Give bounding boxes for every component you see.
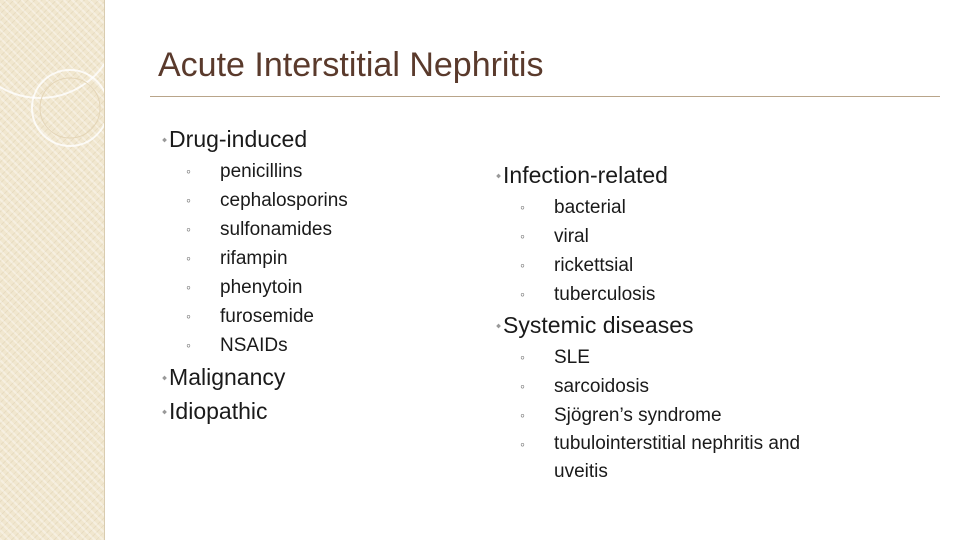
list-item <box>186 215 348 244</box>
hollow-circle-icon: ◦ <box>520 436 525 452</box>
list-item <box>186 331 348 360</box>
list-item <box>186 302 348 331</box>
decorative-arcs <box>0 0 104 540</box>
systemic-diseases-list <box>520 343 814 486</box>
list-item <box>186 273 348 302</box>
list-item-label: SLE <box>554 347 590 368</box>
list-item <box>520 343 814 372</box>
heading-label: Systemic diseases <box>503 312 694 338</box>
hollow-circle-icon: ◦ <box>520 228 525 244</box>
hollow-circle-icon: ◦ <box>520 286 525 302</box>
list-item <box>186 186 348 215</box>
hollow-circle-icon: ◦ <box>186 250 191 266</box>
list-item <box>520 372 814 401</box>
hollow-circle-icon: ◦ <box>186 163 191 179</box>
list-item <box>520 280 655 309</box>
hollow-circle-icon: ◦ <box>186 308 191 324</box>
title-divider <box>150 96 940 97</box>
list-item <box>520 193 655 222</box>
hollow-circle-icon: ◦ <box>186 337 191 353</box>
hollow-circle-icon: ◦ <box>186 192 191 208</box>
list-item-label: furosemide <box>220 306 314 327</box>
list-item-label: bacterial <box>554 197 626 218</box>
list-item-label: sarcoidosis <box>554 376 650 397</box>
hollow-circle-icon: ◦ <box>520 199 525 215</box>
heading-label: Malignancy <box>169 364 286 390</box>
drug-list <box>186 157 348 360</box>
list-item <box>520 222 655 251</box>
hollow-circle-icon: ◦ <box>186 279 191 295</box>
list-item-label: viral <box>554 226 589 247</box>
list-item-label: rifampin <box>220 248 288 269</box>
slide-title: Acute Interstitial Nephritis <box>158 46 544 84</box>
list-item-label: penicillins <box>220 161 303 182</box>
heading-systemic-diseases <box>496 312 694 339</box>
hollow-circle-icon: ◦ <box>520 378 525 394</box>
heading-idiopathic <box>162 398 268 425</box>
hollow-circle-icon: ◦ <box>186 221 191 237</box>
list-item <box>520 430 814 486</box>
list-item-label: NSAIDs <box>220 335 288 356</box>
list-item-label: tuberculosis <box>554 284 656 305</box>
decorative-side-panel <box>0 0 105 540</box>
ornament-bullet-icon: ⬩ <box>162 369 168 385</box>
list-item-label: rickettsial <box>554 255 634 276</box>
list-item-label: tubulointerstitial nephritis and uveitis <box>554 433 801 482</box>
ornament-bullet-icon: ⬩ <box>162 403 168 419</box>
hollow-circle-icon: ◦ <box>520 407 525 423</box>
list-item <box>520 251 655 280</box>
ornament-bullet-icon: ⬩ <box>496 317 502 333</box>
heading-drug-induced <box>162 126 307 153</box>
list-item <box>186 157 348 186</box>
heading-label: Drug-induced <box>169 126 308 152</box>
heading-label: Idiopathic <box>169 398 268 424</box>
infection-list <box>520 193 655 309</box>
list-item-label: Sjögren’s syndrome <box>554 405 722 426</box>
list-item <box>186 244 348 273</box>
heading-infection-related <box>496 162 668 189</box>
ornament-bullet-icon: ⬩ <box>162 131 168 147</box>
list-item-label: phenytoin <box>220 277 303 298</box>
list-item-label: sulfonamides <box>220 219 332 240</box>
heading-malignancy <box>162 364 285 391</box>
list-item <box>520 401 814 430</box>
heading-label: Infection-related <box>503 162 668 188</box>
hollow-circle-icon: ◦ <box>520 257 525 273</box>
ornament-bullet-icon: ⬩ <box>496 167 502 183</box>
hollow-circle-icon: ◦ <box>520 349 525 365</box>
list-item-label: cephalosporins <box>220 190 348 211</box>
